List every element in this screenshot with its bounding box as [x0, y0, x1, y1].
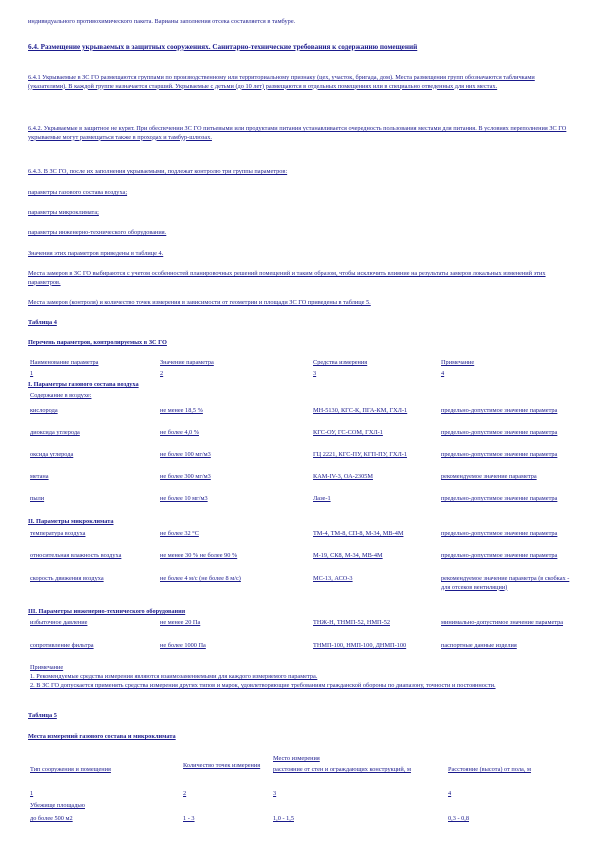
table-cell: 3 — [273, 790, 277, 797]
table-cell: 1 — [30, 370, 34, 377]
table4-note: 2. В ЗС ГО допускается применять средства измерения других типов и марок, удовлетворяющие требованиям гражданской обороны по диапазону, точности и постоянности. — [30, 682, 496, 689]
table-cell: 1 - 3 — [183, 815, 195, 822]
table-cell: ТНМП-100, НМП-100, ДНМП-100 — [313, 642, 407, 649]
table-row — [28, 552, 572, 574]
paragraph-places: Места замеров в ЗС ГО выбираются с учетом особенностей планировочных решений помещений и таким образом, чтобы исключить влияние на результаты замеров локальных изменений этих параметров. — [28, 270, 546, 286]
table-cell: кислорода — [30, 407, 58, 414]
table-row — [28, 407, 572, 429]
table-header-cell: Расстояние (высота) от пола, м — [448, 766, 531, 773]
intro-line: индивидуального противохимического пакета. Варианы заполнения отсека составляется в тамбуре. — [28, 18, 296, 25]
table-header-cell: Тип сооружения и помещения — [30, 766, 111, 773]
table-row — [28, 429, 572, 451]
table-cell: ТНЖ-Н, ТНМП-52, НМП-52 — [313, 619, 390, 626]
table-cell: диоксида углерода — [30, 429, 80, 436]
table-row — [28, 575, 572, 597]
table-cell: МС-13, АСО-3 — [313, 575, 353, 582]
paragraph-6-4-3: 6.4.3. В ЗС ГО, после их заполнения укрываемыми, подлежат контролю три группы параметров: — [28, 168, 288, 175]
table-cell: относительная влажность воздуха — [30, 552, 122, 559]
table-cell: минимально-допустимое значение параметра — [441, 619, 564, 626]
table-header-cell: расстояние от стен и ограждающих конструкций, м — [273, 766, 411, 773]
table4-group-heading: I. Параметры газового состава воздуха — [28, 381, 139, 388]
table-cell: паспортные данные изделия — [441, 642, 517, 649]
table-cell: не более 100 мг/м3 — [160, 451, 211, 458]
paragraph-6-4-1: 6.4.1 Укрываемые в ЗС ГО размещаются группами по производственному или территориальному признаку (цех, участок, бригада, дом). Места размещения групп обозначаются табличками (указателями). В каждой группе назначается старший. Укрываемые с детьми (до 10 лет) размещаются в отдельных помещениях или в специально отведенных для них местах. — [28, 74, 535, 90]
table-cell: не более 10 мг/м3 — [160, 495, 208, 502]
table4-title: Перечень параметров, контролируемых в ЗС ГО — [28, 339, 167, 346]
table-cell: Лазе-1 — [313, 495, 331, 502]
table-cell: не более 32 °С — [160, 530, 199, 537]
table-cell: не более 1000 Па — [160, 642, 206, 649]
table4-note-title: Примечание — [30, 664, 64, 671]
table-cell: не менее 30 % не более 90 % — [160, 552, 238, 559]
table-cell: предельно-допустимое значение параметра — [441, 552, 558, 559]
table-cell: 1,0 - 1,5 — [273, 815, 294, 822]
table-cell: скорость движения воздуха — [30, 575, 104, 582]
table-row — [28, 530, 572, 552]
table-cell: предельно-допустимое значение параметра — [441, 451, 558, 458]
table-row — [28, 495, 572, 517]
table-cell: пыли — [30, 495, 45, 502]
table-row — [28, 619, 572, 641]
table-cell: КГС-ОУ, ГС-СОМ, ГХЛ-1 — [313, 429, 383, 436]
table-cell: ГЦ 2221, КГС-ПУ, КГП-ПУ, ГХЛ-1 — [313, 451, 408, 458]
table-cell: предельно-допустимое значение параметра — [441, 429, 558, 436]
table-cell: 4 — [441, 370, 445, 377]
table-row — [28, 815, 572, 827]
table-cell: температура воздуха — [30, 530, 86, 537]
list-item: параметры микроклимата; — [28, 209, 99, 216]
table-row — [28, 642, 572, 664]
table-cell: не менее 20 Па — [160, 619, 201, 626]
table-cell: 1 — [30, 790, 34, 797]
table4-note: 1. Рекомендуемые средства измерения являются взаимозаменяемыми для каждого измеряемого параметра. — [30, 673, 318, 680]
table-cell: сопротивление фильтра — [30, 642, 94, 649]
table-cell: ТМ-4, ТМ-8, СП-8, М-34, МВ-4М — [313, 530, 404, 537]
table-cell: КАМ-IV-3, ОА-2305М — [313, 473, 373, 480]
table-cell: метана — [30, 473, 49, 480]
table4-group-heading: III. Параметры инженерно-технического оборудования — [28, 608, 186, 615]
table5-header-row — [28, 752, 572, 788]
table-header-cell: Количество точек измерения — [183, 762, 261, 769]
table-cell: 2 — [183, 790, 187, 797]
table-cell: предельно-допустимое значение параметра — [441, 407, 558, 414]
table-cell: 3 — [313, 370, 317, 377]
table-reference: Значения этих параметров приведены в таблице 4. — [28, 250, 164, 257]
table4-group-heading: II. Параметры микроклимата — [28, 518, 114, 525]
table-cell: до более 500 м2 — [30, 815, 73, 822]
table-header-cell: Примечание — [441, 359, 475, 366]
table-row — [28, 451, 572, 473]
table-cell: 0,3 - 0,8 — [448, 815, 469, 822]
table-cell: не более 300 мг/м3 — [160, 473, 211, 480]
table-header-cell: Наименование параметра — [30, 359, 99, 366]
list-item: параметры газового состава воздуха; — [28, 189, 128, 196]
table-cell: рекомендуемое значение параметра — [441, 473, 537, 480]
table-cell: не менее 18,5 % — [160, 407, 203, 414]
table-cell: МН-5130, КГС-К, ПГА-КМ, ГХЛ-1 — [313, 407, 408, 414]
section-heading: 6.4. Размещение укрываемых в защитных сооружениях. Санитарно-технические требования к содержанию помещений — [28, 43, 418, 51]
table-header-cell: Место измерения — [273, 755, 320, 762]
table-cell: предельно-допустимое значение параметра — [441, 530, 558, 537]
table4-subheading: Содержание в воздухе: — [30, 392, 92, 399]
table-header-cell: Средства измерения — [313, 359, 368, 366]
list-item: параметры инженерно-технического оборудования. — [28, 229, 167, 236]
paragraph-6-4-2: 6.4.2. Укрываемые в защитное не курят. При обеспечении ЗС ГО питьевыми или продуктами питания устанавливается очередность пользования местами для питания. В условиях переполнения ЗС ГО укрываемые могут размещаться также в проходах и тамбур-шлюзах. — [28, 125, 567, 141]
table5-title: Места измерений газового состава и микроклимата — [28, 733, 176, 740]
paragraph-places-2: Места замеров (контроля) и количество точек измерения в зависимости от геометрии и площади ЗС ГО приведены в таблице 5. — [28, 299, 371, 306]
table-header-cell: Значение параметра — [160, 359, 214, 366]
table4-caption: Таблица 4 — [28, 319, 57, 326]
table5-caption: Таблица 5 — [28, 712, 57, 719]
table-cell: 2 — [160, 370, 164, 377]
table-cell: 4 — [448, 790, 452, 797]
table-cell: предельно-допустимое значение параметра — [441, 495, 558, 502]
table-cell: М-19, СК8, М-34, МВ-4М — [313, 552, 383, 559]
table-cell: избыточное давление — [30, 619, 88, 626]
table-cell: оксида углерода — [30, 451, 74, 458]
table-row — [28, 473, 572, 495]
table-cell: рекомендуемое значение параметра (в скобках - для отсеков вентиляции) — [441, 575, 570, 591]
table-cell: не более 4,0 % — [160, 429, 200, 436]
table-cell: не более 4 м/с (не более 8 м/с) — [160, 575, 241, 582]
table5-group-heading: Убежище площадью — [30, 802, 85, 809]
